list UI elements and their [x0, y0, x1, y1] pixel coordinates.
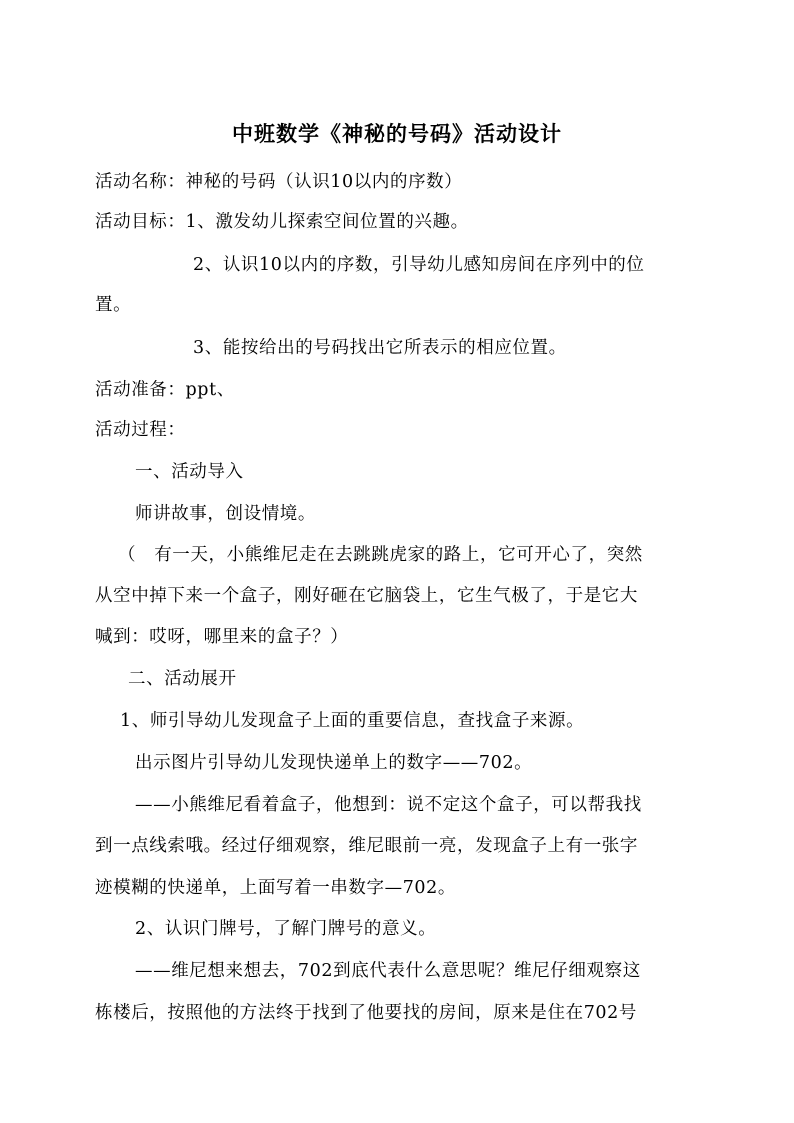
section-2-heading: 二、活动展开: [128, 669, 237, 689]
activity-process-heading: 活动过程：: [95, 420, 186, 440]
paragraph-line: 迹模糊的快递单，上面写着一串数字—702。: [95, 878, 457, 898]
activity-name-line: 活动名称：神秘的号码（认识10以内的序数）: [95, 172, 463, 192]
paragraph-line: 喊到：哎呀，哪里来的盒子？）: [95, 627, 349, 647]
paragraph-line: 师讲故事，创设情境。: [135, 504, 316, 524]
paragraph-line: 从空中掉下来一个盒子，刚好砸在它脑袋上，它生气极了，于是它大: [95, 586, 638, 606]
paragraph-line: 1、师引导幼儿发现盒子上面的重要信息，查找盒子来源。: [120, 711, 585, 731]
paragraph-line: 出示图片引导幼儿发现快递单上的数字——702。: [135, 753, 533, 773]
document-title: 中班数学《神秘的号码》活动设计: [232, 121, 562, 146]
paragraph-line: 2、认识门牌号，了解门牌号的意义。: [135, 919, 437, 939]
activity-goal-line-2-cont: 置。: [95, 295, 132, 315]
activity-prep-line: 活动准备：ppt、: [95, 380, 235, 400]
paragraph-line: （ 有一天，小熊维尼走在去跳跳虎家的路上，它可开心了，突然: [118, 545, 643, 565]
paragraph-line: 到一点线索哦。经过仔细观察，维尼眼前一亮，发现盒子上有一张字: [95, 836, 638, 856]
paragraph-line: ——维尼想来想去，702到底代表什么意思呢？维尼仔细观察这: [135, 961, 641, 981]
paragraph-line: 栋楼后，按照他的方法终于找到了他要找的房间，原来是住在702号: [95, 1003, 637, 1023]
paragraph-line: ——小熊维尼看着盒子，他想到：说不定这个盒子，可以帮我找: [135, 795, 642, 815]
activity-goal-line-3: 3、能按给出的号码找出它所表示的相应位置。: [193, 338, 567, 358]
section-1-heading: 一、活动导入: [135, 462, 244, 482]
activity-goal-line-2: 2、认识10以内的序数，引导幼儿感知房间在序列中的位: [193, 255, 645, 275]
activity-goal-line-1: 活动目标：1、激发幼儿探索空间位置的兴趣。: [95, 212, 469, 232]
